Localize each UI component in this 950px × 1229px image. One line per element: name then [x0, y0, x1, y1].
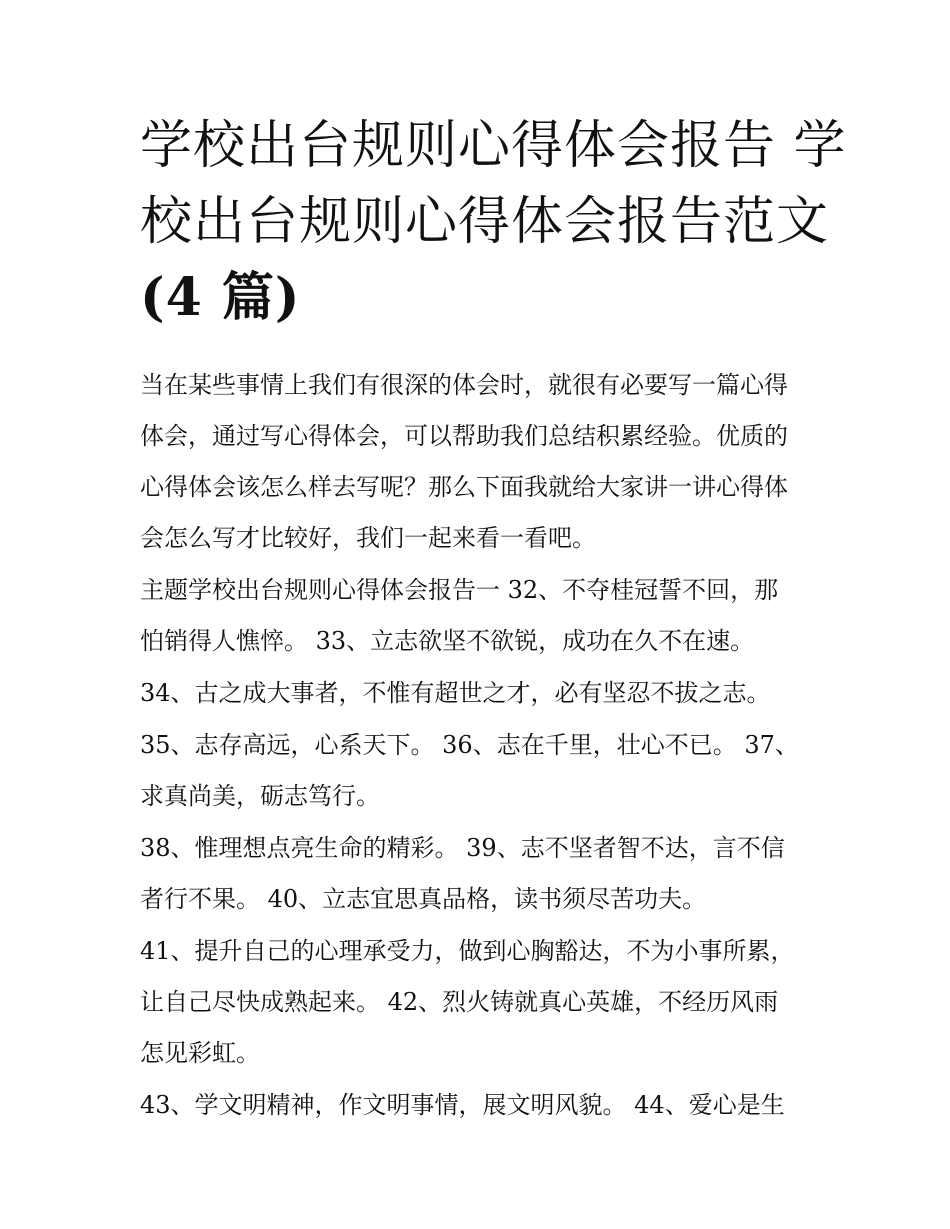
document-title [140, 108, 847, 336]
paragraph-line: 38、惟理想点亮生命的精彩。 39、志不坚者智不达，言不信 [140, 834, 785, 862]
paragraph-line: 当在某些事情上我们有很深的体会时，就很有必要写一篇心得 [140, 371, 788, 399]
document-page [140, 108, 847, 1131]
body-paragraph [140, 926, 820, 1079]
paragraph-line: 怕销得人憔悴。 33、立志欲坚不欲锐，成功在久不在速。 [140, 627, 755, 655]
body-paragraph [140, 668, 820, 719]
paragraph-line: 怎见彩虹。 [140, 1039, 260, 1067]
paragraph-line: 43、学文明精神，作文明事情，展文明风貌。 44、爱心是生 [140, 1091, 785, 1119]
paragraph-line: 34、古之成大事者，不惟有超世之才，必有坚忍不拔之志。 [140, 679, 771, 707]
title-line: (4 篇) [140, 267, 301, 328]
title-line: 校出台规则心得体会报告范文 [140, 192, 830, 252]
title-line: 学校出台规则心得体会报告 学 [140, 116, 847, 176]
paragraph-line: 41、提升自己的心理承受力，做到心胸豁达，不为小事所累， [140, 937, 795, 965]
paragraph-line: 35、志存高远，心系天下。 36、志在千里，壮心不已。 37、 [140, 731, 799, 759]
body-paragraph [140, 565, 820, 667]
paragraph-line: 求真尚美，砺志笃行。 [140, 782, 380, 810]
paragraph-line: 会怎么写才比较好，我们一起来看一看吧。 [140, 524, 596, 552]
intro-paragraph [140, 360, 820, 564]
paragraph-line: 心得体会该怎么样去写呢？那么下面我就给大家讲一讲心得体 [140, 473, 788, 501]
paragraph-line: 者行不果。 40、立志宜思真品格，读书须尽苦功夫。 [140, 885, 707, 913]
paragraph-line: 让自己尽快成熟起来。 42、烈火铸就真心英雄，不经历风雨 [140, 988, 779, 1016]
body-paragraph [140, 720, 820, 822]
paragraph-line: 体会，通过写心得体会，可以帮助我们总结积累经验。优质的 [140, 422, 788, 450]
paragraph-line: 主题学校出台规则心得体会报告一 32、不夺桂冠誓不回，那 [140, 576, 779, 604]
body-paragraph [140, 823, 820, 925]
body-paragraph [140, 1080, 820, 1131]
